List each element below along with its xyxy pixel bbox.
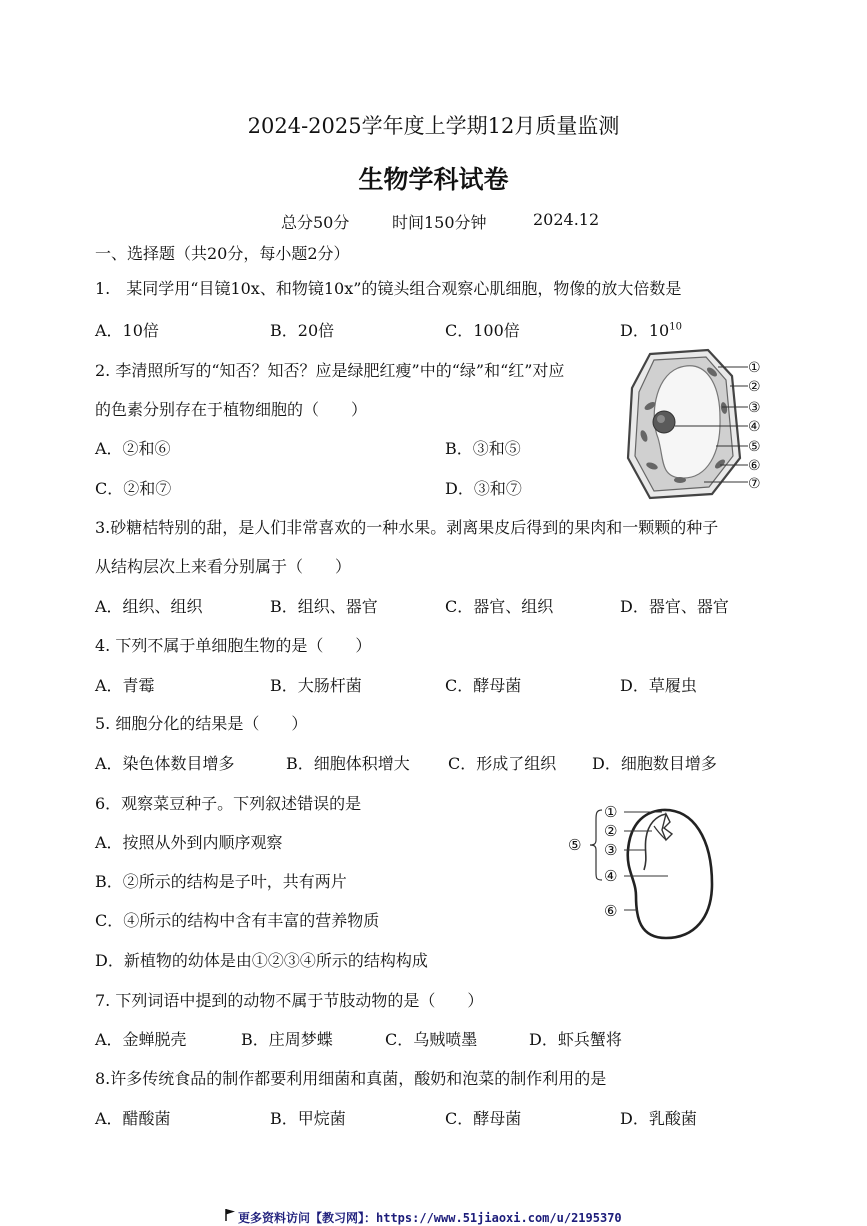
question-6-option-a: A．按照从外到内顺序观察 <box>95 833 283 852</box>
question-2-option-b: B．③和⑤ <box>445 439 521 458</box>
question-4-option-d: D．草履虫 <box>620 676 697 695</box>
exam-title: 2024-2025学年度上学期12月质量监测 <box>247 114 620 138</box>
seed-label-1: ① <box>604 803 618 821</box>
question-5-option-d: D．细胞数目增多 <box>592 754 717 773</box>
question-5-option-a: A．染色体数目增多 <box>95 754 235 773</box>
question-1-option-b: B．20倍 <box>270 321 335 340</box>
question-5-option-c: C．形成了组织 <box>448 754 557 773</box>
exam-date: 2024.12 <box>533 210 600 229</box>
plant-cell-diagram <box>620 348 770 500</box>
seed-label-5: ⑤ <box>568 836 582 854</box>
question-1-option-d: D．$10^{10}$ <box>620 321 682 340</box>
seed-label-3: ③ <box>604 841 618 859</box>
question-4-option-a: A．青霉 <box>95 676 155 695</box>
question-6-option-b: B．②所示的结构是子叶，共有两片 <box>95 872 347 891</box>
question-8-option-c: C．酵母菌 <box>445 1109 522 1128</box>
question-5-stem: 5. 细胞分化的结果是（ ） <box>95 714 308 733</box>
question-7-option-b: B．庄周梦蝶 <box>241 1030 333 1049</box>
question-2-option-a: A．②和⑥ <box>95 439 171 458</box>
question-1-option-d-exponent: 10 <box>669 321 682 333</box>
seed-label-2: ② <box>604 822 618 840</box>
question-5-option-b: B．细胞体积增大 <box>286 754 410 773</box>
question-1-option-c: C．100倍 <box>445 321 520 340</box>
cell-label-3: ③ <box>748 400 761 416</box>
question-7-option-d: D．虾兵蟹将 <box>529 1030 622 1049</box>
exam-subtitle: 生物学科试卷 <box>358 165 509 194</box>
question-6-option-c: C．④所示的结构中含有丰富的营养物质 <box>95 911 380 930</box>
question-2-option-c: C．②和⑦ <box>95 479 172 498</box>
total-score: 总分50分 <box>281 213 350 232</box>
question-6-stem: 6．观察菜豆种子。下列叙述错误的是 <box>95 794 362 813</box>
question-8-stem: 8.许多传统食品的制作都要利用细菌和真菌，酸奶和泡菜的制作利用的是 <box>95 1069 607 1088</box>
question-4-option-b: B．大肠杆菌 <box>270 676 362 695</box>
question-2-option-d: D．③和⑦ <box>445 479 522 498</box>
question-1-stem: 1. 某同学用“目镜10x、和物镜10x”的镜头组合观察心肌细胞，物像的放大倍数是 <box>95 279 682 298</box>
question-8-option-d: D．乳酸菌 <box>620 1109 697 1128</box>
cell-label-5: ⑤ <box>748 439 761 455</box>
question-8-option-a: A．醋酸菌 <box>95 1109 171 1128</box>
question-2-stem-line-2: 的色素分别存在于植物细胞的（ ） <box>95 400 368 419</box>
question-4-option-c: C．酵母菌 <box>445 676 522 695</box>
bean-seed-diagram <box>566 800 726 942</box>
footer-link[interactable]: 更多资料访问【教习网】：https://www.51jiaoxi.com/u/2195370 <box>238 1211 622 1225</box>
question-8-option-b: B．甲烷菌 <box>270 1109 346 1128</box>
cell-label-4: ④ <box>748 419 761 435</box>
cell-label-7: ⑦ <box>748 476 761 492</box>
seed-label-4: ④ <box>604 867 618 885</box>
cell-label-2: ② <box>748 379 761 395</box>
question-7-option-c: C．乌贼喷墨 <box>385 1030 478 1049</box>
seed-label-6: ⑥ <box>604 902 618 920</box>
cell-label-1: ① <box>748 360 761 376</box>
cell-label-6: ⑥ <box>748 458 761 474</box>
question-7-option-a: A．金蝉脱壳 <box>95 1030 187 1049</box>
question-4-stem: 4. 下列不属于单细胞生物的是（ ） <box>95 636 372 655</box>
question-1-option-a: A．10倍 <box>95 321 159 340</box>
question-3-option-d: D．器官、器官 <box>620 597 729 616</box>
exam-time: 时间150分钟 <box>392 213 487 232</box>
question-3-option-b: B．组织、器官 <box>270 597 378 616</box>
flag-icon <box>224 1208 236 1222</box>
question-3-stem-line-1: 3.砂糖桔特别的甜，是人们非常喜欢的一种水果。剥离果皮后得到的果肉和一颗颗的种子 <box>95 518 719 537</box>
question-3-option-c: C．器官、组织 <box>445 597 554 616</box>
question-3-option-a: A．组织、组织 <box>95 597 203 616</box>
question-7-stem: 7. 下列词语中提到的动物不属于节肢动物的是（ ） <box>95 991 484 1010</box>
question-2-stem-line-1: 2. 李清照所写的“知否？知否？应是绿肥红瘦”中的“绿”和“红”对应 <box>95 361 565 380</box>
question-3-stem-line-2: 从结构层次上来看分别属于（ ） <box>95 557 352 576</box>
question-6-option-d: D．新植物的幼体是由①②③④所示的结构构成 <box>95 951 428 970</box>
section-heading: 一、选择题（共20分，每小题2分） <box>95 244 350 263</box>
